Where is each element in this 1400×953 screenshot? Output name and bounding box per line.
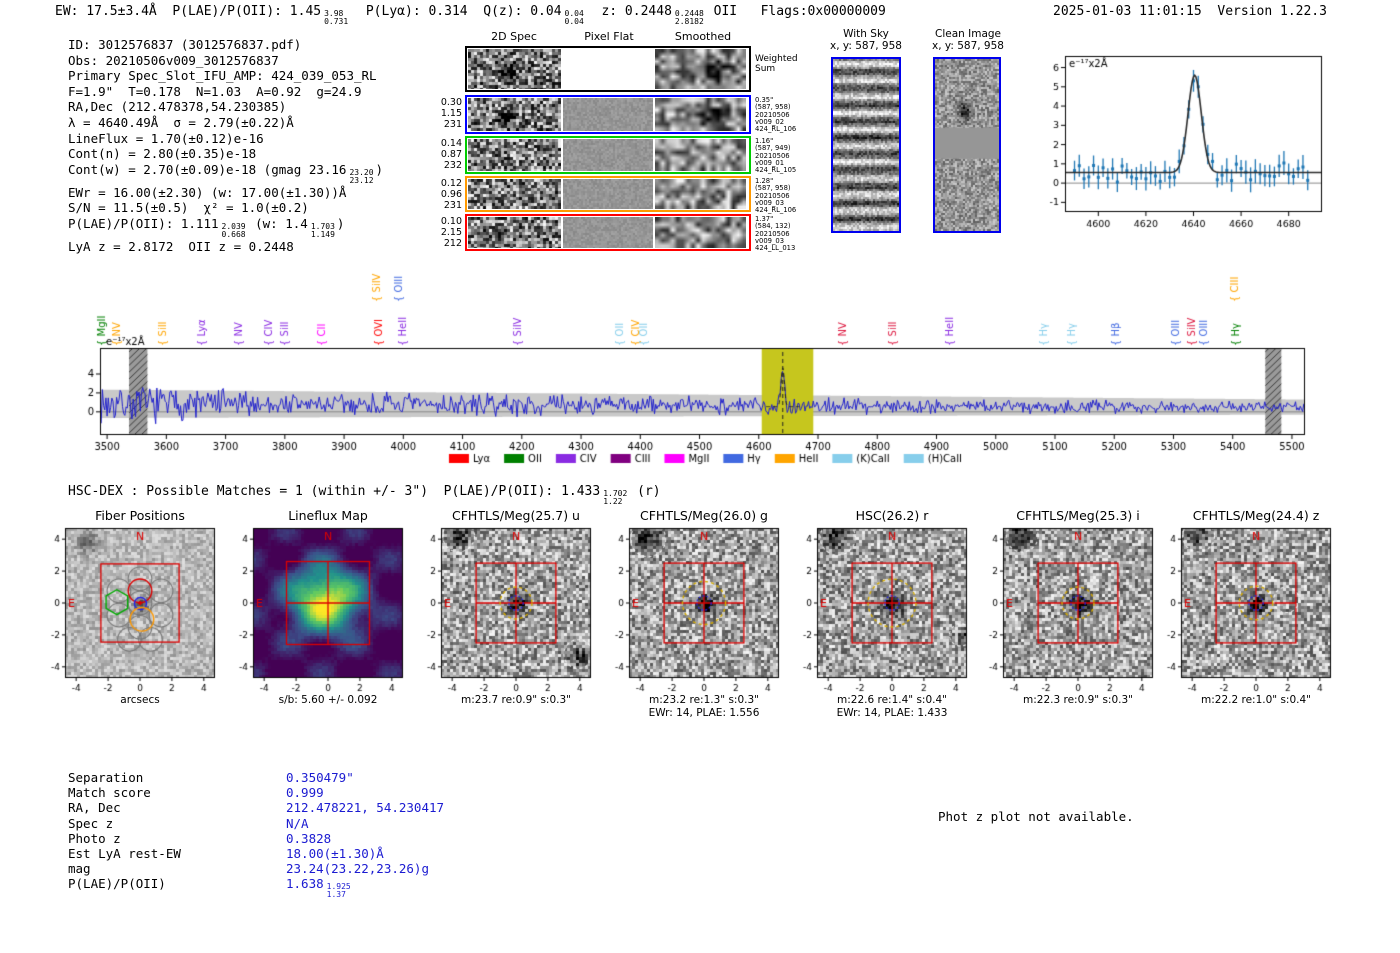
- cutout-image-image: [789, 524, 979, 694]
- spec2d-row: [465, 95, 751, 134]
- text-part: 0.3828: [286, 830, 332, 846]
- cutout-caption: s/b: 5.60 +/- 0.092: [278, 694, 378, 706]
- text-part: N/A: [286, 815, 309, 831]
- text-part: z: 0.2448: [585, 4, 672, 19]
- text-part: LyA z = 2.8172 OII z = 0.2448: [68, 238, 294, 254]
- spacer: [1202, 4, 1218, 19]
- match-row-value: [286, 861, 444, 876]
- cutout-caption-ew: EWr: 14, PLAE: 1.433: [836, 707, 948, 719]
- spec2d-image: [468, 139, 561, 171]
- photz-note: Phot z plot not available.: [938, 809, 1134, 824]
- withsky-title: [821, 29, 911, 52]
- cutout-caption-ew: EWr: 14, PLAE: 1.556: [648, 707, 760, 719]
- match-row-label: Spec z: [68, 815, 114, 831]
- cutout-image-fiber: [37, 524, 227, 694]
- spec2d-row-right-labels: 1.16" (587, 949) 20210506 v009_01 424_RL_105: [755, 137, 797, 175]
- text-part: (w: 1.4: [247, 215, 308, 231]
- spec2d-row: [465, 176, 751, 212]
- header-datetime: [1053, 4, 1327, 19]
- text-part: P(LAE)/P(OII): 1.111: [68, 215, 219, 231]
- cutout-caption: m:23.7 re:0.9" s:0.3": [461, 694, 571, 706]
- text-part: 1.638: [286, 876, 324, 892]
- spec2d-row-right-labels: 0.35" (587, 958) 20210506 v009_02 424_RL_106: [755, 96, 797, 134]
- text-part: Cont(n) = 2.80(±0.35)e-18: [68, 146, 257, 162]
- text-part: LineFlux = 1.70(±0.12)e-16: [68, 130, 264, 146]
- info-line: [68, 185, 383, 201]
- text-part: P(Lyα): 0.314 Q(z): 0.04: [350, 4, 562, 19]
- match-row-label: P(LAE)/P(OII): [68, 876, 166, 892]
- cutout-image-image: [975, 524, 1165, 694]
- hsc-dex-match-line: [68, 484, 661, 506]
- full-spectrum-plot: [70, 266, 1355, 476]
- smoothed-image: [655, 139, 746, 171]
- text-part: ID: 3012576837 (3012576837.pdf): [68, 37, 302, 52]
- info-line: [68, 68, 383, 84]
- spec2d-row-left-labels: 0.12 0.96 231: [440, 178, 462, 211]
- match-table-row: [68, 876, 444, 899]
- cutout-title: CFHTLS/Meg(24.4) z: [1192, 508, 1320, 523]
- cutout-title: CFHTLS/Meg(25.7) u: [452, 508, 580, 523]
- smoothed-image: [655, 98, 746, 131]
- info-line: [68, 115, 383, 131]
- spec2d-row: [465, 136, 751, 174]
- stacked-value: 23.20 23.12: [349, 167, 374, 185]
- spec2d-col-header: Pixel Flat: [584, 30, 634, 43]
- match-table-row: [68, 846, 444, 861]
- spec2d-image: [468, 98, 561, 131]
- match-row-label: mag: [68, 861, 91, 877]
- cutout-image-image: [1153, 524, 1343, 694]
- spec2d-image: [468, 179, 561, 209]
- match-row-label: Separation: [68, 770, 144, 785]
- cleanimage-coords: x, y: 587, 958: [932, 39, 1004, 52]
- match-table-row: [68, 831, 444, 846]
- cutout-caption: m:23.2 re:1.3" s:0.3": [649, 694, 759, 706]
- cutout-title: Fiber Positions: [95, 508, 185, 523]
- stacked-value: 2.039 0.668: [221, 221, 246, 239]
- pixelflat-image: [563, 49, 653, 89]
- text-part: EW: 17.5±3.4Å P(LAE)/P(OII): 1.45: [55, 4, 322, 19]
- cutout-caption: m:22.6 re:1.4" s:0.4": [837, 694, 947, 706]
- cutout-image-image: [413, 524, 603, 694]
- match-properties-table: [68, 770, 444, 899]
- cutout-caption: m:22.2 re:1.0" s:0.4": [1201, 694, 1311, 706]
- match-table-row: [68, 816, 444, 831]
- match-row-value: [286, 785, 444, 800]
- match-row-value: [286, 876, 444, 899]
- text-part: ): [336, 215, 345, 231]
- text-part: λ = 4640.49Å σ = 2.79(±0.22)Å: [68, 114, 294, 130]
- text-part: RA,Dec (212.478378,54.230385): [68, 99, 287, 115]
- info-line: [68, 99, 383, 115]
- text-part: (r): [629, 484, 661, 499]
- smoothed-image: [655, 179, 746, 209]
- pixelflat-image: [563, 217, 653, 248]
- cutout-title: CFHTLS/Meg(25.3) i: [1016, 508, 1140, 523]
- match-row-label: RA, Dec: [68, 800, 121, 816]
- text-part: EWr = 16.00(±2.30) (w: 17.00(±1.30))Å: [68, 184, 347, 200]
- stacked-value: 1.925 1.37: [326, 882, 351, 900]
- detection-info-block: [68, 37, 383, 255]
- pixelflat-image: [563, 139, 653, 171]
- cutout-image-image: [601, 524, 791, 694]
- cutout-image-lineflux: [225, 524, 415, 694]
- text-part: 0.350479": [286, 770, 354, 785]
- cutout-caption: m:22.3 re:0.9" s:0.3": [1023, 694, 1133, 706]
- spec2d-col-header: Smoothed: [674, 30, 732, 43]
- info-line: [68, 131, 383, 147]
- info-line: [68, 200, 383, 216]
- text-part: 0.999: [286, 785, 324, 801]
- smoothed-image: [655, 217, 746, 248]
- stacked-value: 1.702 1.22: [603, 489, 628, 506]
- match-table-row: [68, 785, 444, 800]
- spec2d-row-left-labels: 0.14 0.87 232: [440, 138, 462, 171]
- info-line: [68, 37, 383, 53]
- report-version: Version 1.22.3: [1217, 4, 1327, 19]
- text-part: ): [375, 161, 384, 177]
- text-part: F=1.9" T=0.178 N=1.03 A=0.92 g=24.9: [68, 83, 362, 99]
- stacked-value: 3.98 0.731: [324, 9, 349, 26]
- match-row-value: [286, 770, 444, 785]
- spec2d-row: [465, 46, 751, 92]
- cutout-title: CFHTLS/Meg(26.0) g: [640, 508, 768, 523]
- match-table-row: [68, 770, 444, 785]
- cleanimage-title-text: Clean Image: [934, 28, 1002, 40]
- info-line: [68, 53, 383, 69]
- cutout-title: Lineflux Map: [288, 508, 368, 523]
- match-row-label: Match score: [68, 785, 151, 801]
- cleanimage-image: [933, 57, 1001, 233]
- spec2d-row-left-labels: 0.30 1.15 231: [440, 97, 462, 130]
- report-datetime: 2025-01-03 11:01:15: [1053, 4, 1202, 19]
- text-part: HSC-DEX : Possible Matches = 1 (within +/- 3") P(LAE)/P(OII): 1.433: [68, 484, 601, 499]
- cutout-title: HSC(26.2) r: [855, 508, 929, 523]
- text-part: Cont(w) = 2.70(±0.09)e-18 (gmag 23.16: [68, 161, 347, 177]
- text-part: Obs: 20210506v009_3012576837: [68, 52, 279, 68]
- spec2d-image: [468, 217, 561, 248]
- spec2d-row-left-labels: 0.10 2.15 212: [440, 216, 462, 249]
- withsky-image: [831, 57, 901, 233]
- match-row-value: [286, 816, 444, 831]
- spec2d-row: [465, 214, 751, 251]
- info-line: [68, 216, 383, 239]
- info-line: [68, 84, 383, 100]
- withsky-title-text: With Sky: [843, 28, 889, 40]
- match-row-label: Photo z: [68, 830, 121, 846]
- info-line: [68, 162, 383, 185]
- match-row-value: [286, 800, 444, 815]
- text-part: OII Flags:0x00000009: [705, 4, 886, 19]
- info-line: [68, 146, 383, 162]
- match-row-label: Est LyA rest-EW: [68, 846, 181, 862]
- spec2d-row-right-labels: 1.28" (587, 958) 20210506 v009_03 424_RL_106: [755, 177, 797, 215]
- smoothed-image: [655, 49, 746, 89]
- pixelflat-image: [563, 179, 653, 209]
- match-table-row: [68, 800, 444, 815]
- cleanimage-title: [923, 29, 1013, 52]
- withsky-coords: x, y: 587, 958: [830, 39, 902, 52]
- match-table-row: [68, 861, 444, 876]
- info-line: [68, 239, 383, 255]
- cutout-caption: arcsecs: [120, 694, 160, 706]
- spec2d-col-header: 2D Spec: [491, 30, 537, 43]
- spec2d-row-right-labels: 1.37" (584, 132) 20210506 v009_03 424_LL_013: [755, 215, 796, 253]
- line-fit-plot: [1035, 42, 1345, 240]
- header-stats: [55, 4, 886, 26]
- stacked-value: 1.703 1.149: [310, 221, 335, 239]
- text-part: 18.00(±1.30)Å: [286, 846, 384, 862]
- pixelflat-image: [563, 98, 653, 131]
- stacked-value: 0.2448 2.8182: [674, 9, 704, 26]
- text-part: 23.24(23.22,23.26)g: [286, 861, 429, 877]
- text-part: S/N = 11.5(±0.5) χ² = 1.0(±0.2): [68, 200, 309, 216]
- match-row-value: [286, 831, 444, 846]
- spec2d-image: [468, 49, 561, 89]
- text-part: 212.478221, 54.230417: [286, 800, 445, 816]
- match-row-value: [286, 846, 444, 861]
- stacked-value: 0.04 0.04: [564, 9, 584, 26]
- text-part: Primary Spec_Slot_IFU_AMP: 424_039_053_RL: [68, 68, 377, 84]
- spec2d-row-right-labels: Weighted Sum: [755, 54, 798, 74]
